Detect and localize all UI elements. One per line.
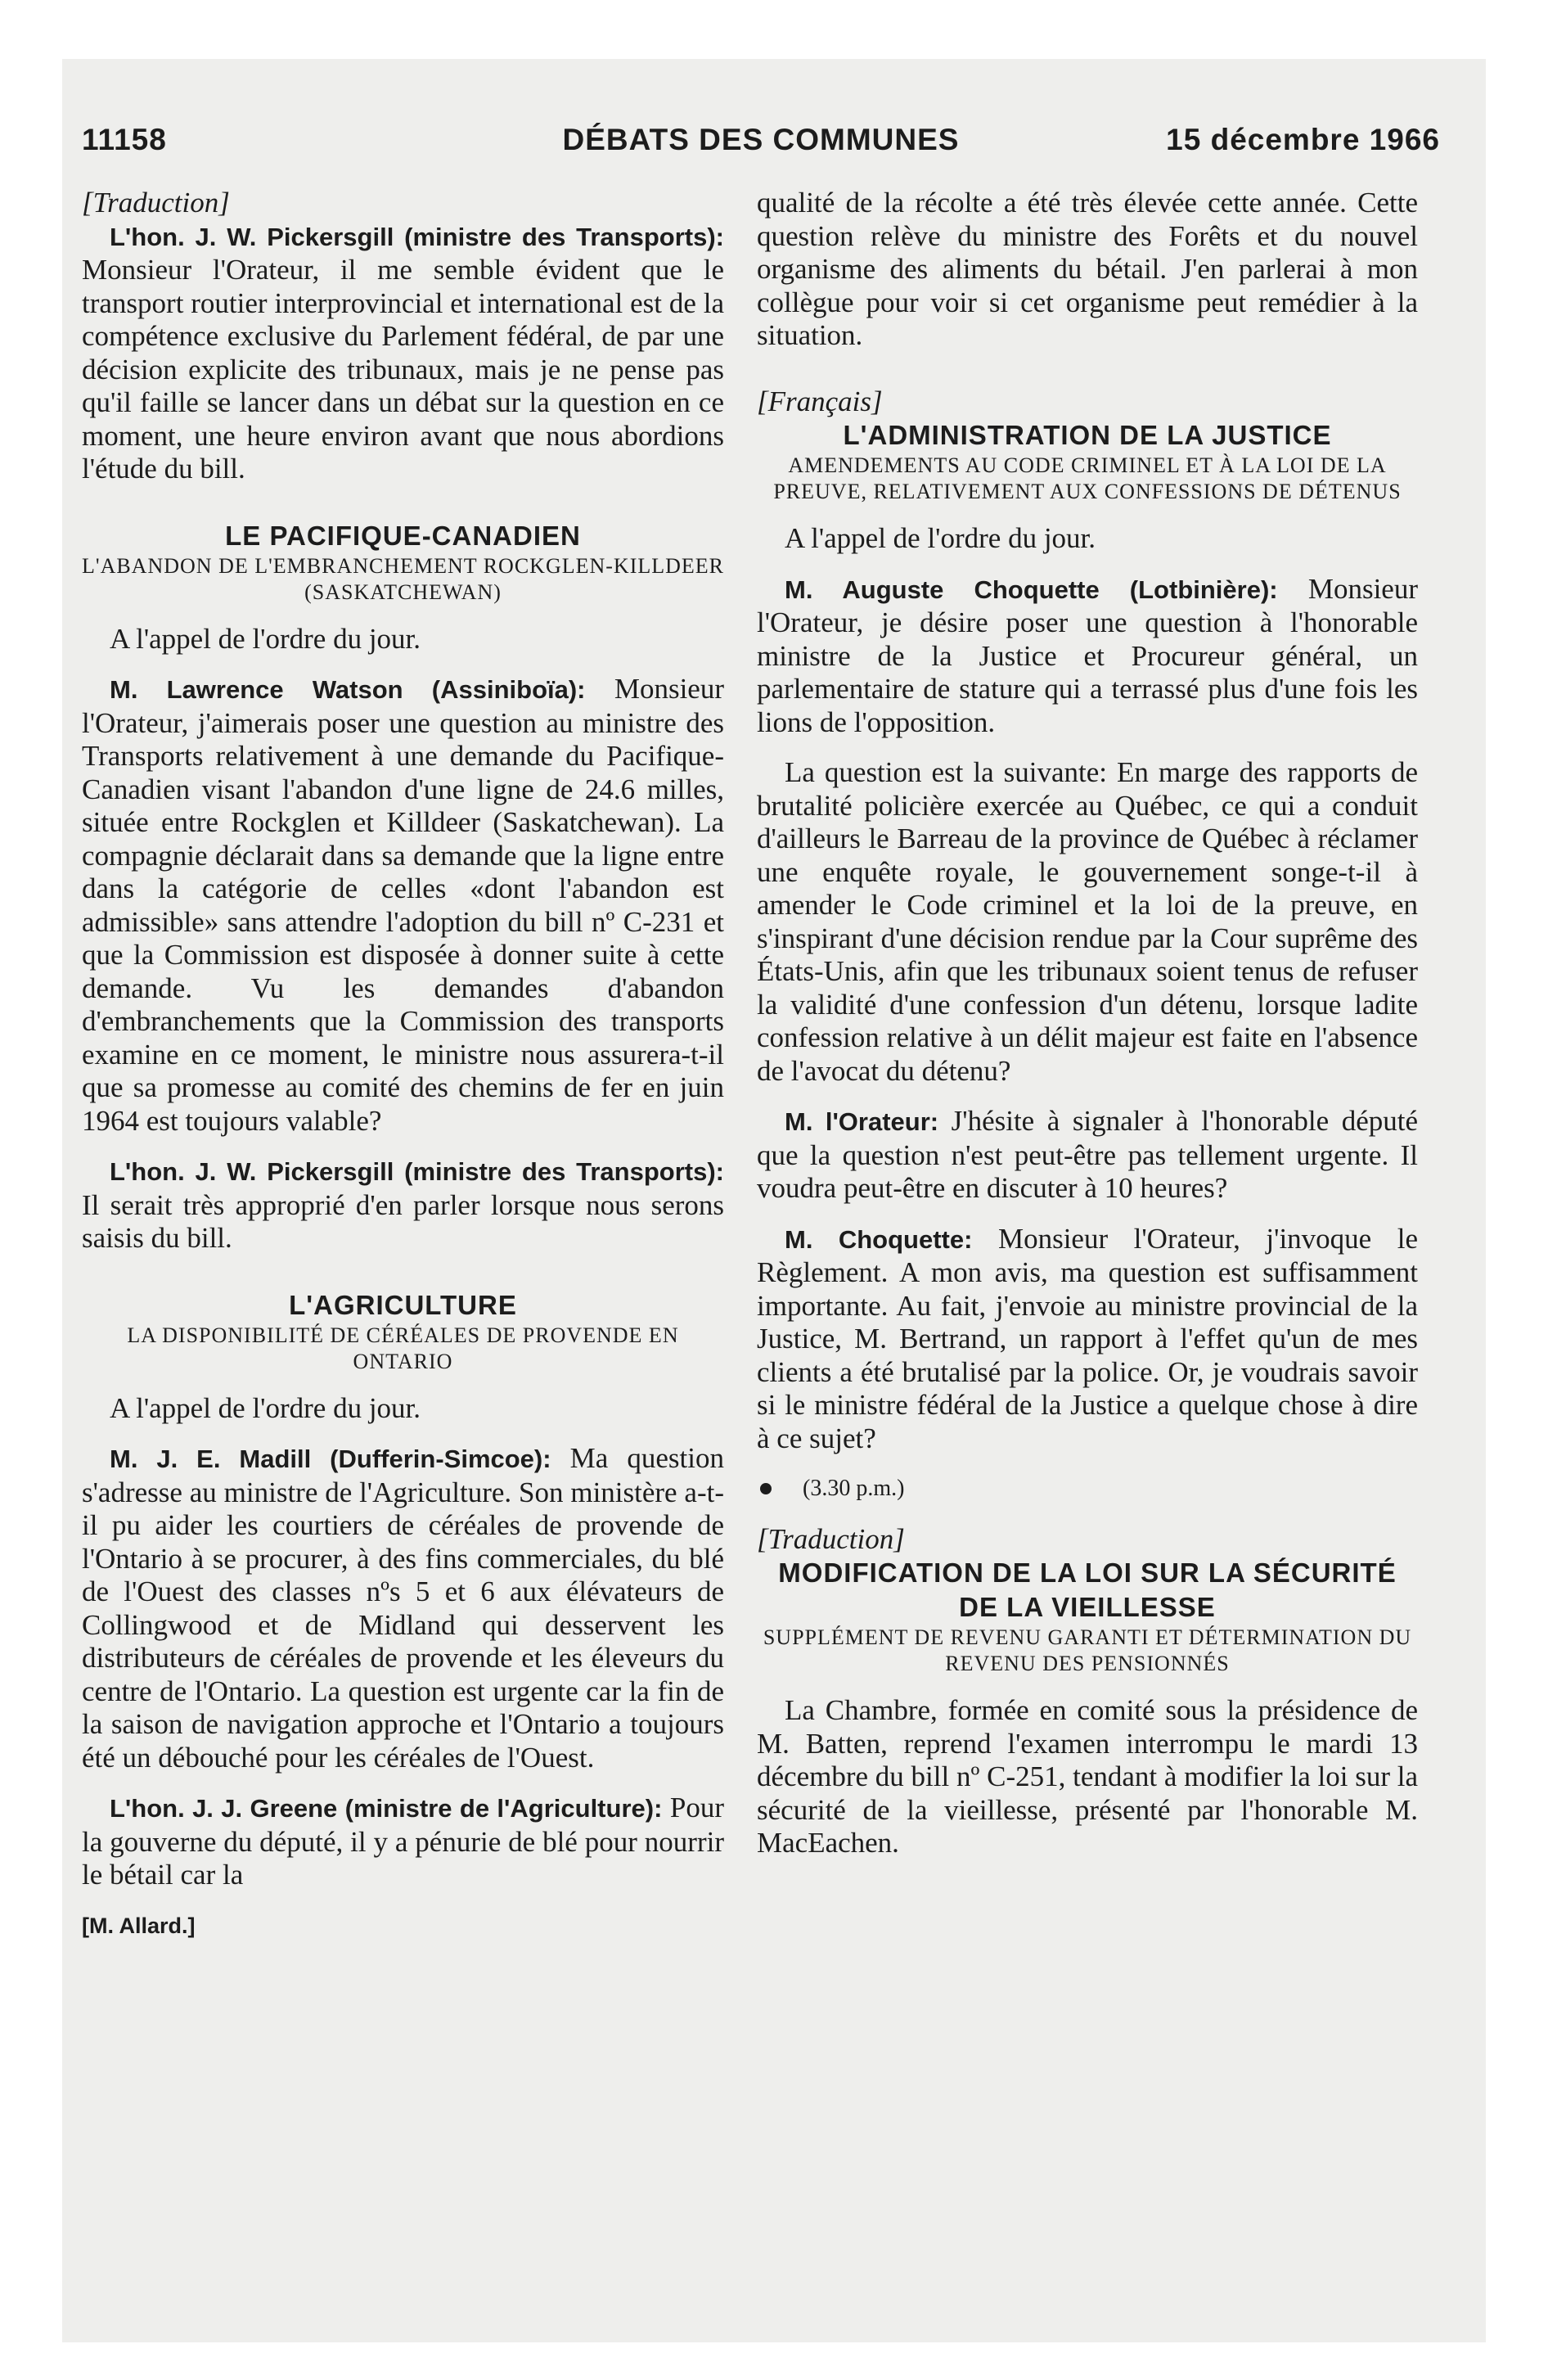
speech-text: Pour la gouverne du député, il y a pénurie de blé pour nourrir le bétail car la [82, 1792, 725, 1891]
language-note: [Traduction] [82, 187, 230, 219]
page-date: 15 décembre 1966 [1166, 123, 1440, 156]
section-heading: LE PACIFIQUE-CANADIEN [225, 520, 581, 551]
speaker-name: L'hon. J. W. Pickersgill (ministre des Transports): [110, 1157, 724, 1186]
speaker-name: M. Choquette: [785, 1224, 973, 1254]
speech-text: Monsieur l'Orateur, j'invoque le Règlement. A mon avis, ma question est suffisamment importante. Au fait, j'envoie au ministre provincial de la Justice, M. Bertrand, un rapport à l'effet qu'un de mes clients a été brutalisé par la police. Or, je voudrais savoir si le ministre fédéral de la Justice a quelque chose à dire à ce sujet? [757, 1222, 1418, 1454]
bullet-icon [760, 1483, 772, 1494]
section-subheading: LA DISPONIBILITÉ DE CÉRÉALES DE PROVENDE EN ONTARIO [127, 1323, 679, 1373]
section-subheading: L'ABANDON DE L'EMBRANCHEMENT ROCKGLEN-KILLDEER (SASKATCHEWAN) [82, 553, 725, 604]
speaker-name: M. l'Orateur: [785, 1107, 939, 1136]
paragraph [82, 1442, 724, 1774]
paragraph [82, 673, 724, 1138]
time-stamp: (3.30 p.m.) [803, 1476, 905, 1501]
speaker-name: M. J. E. Madill (Dufferin-Simcoe): [110, 1445, 551, 1473]
section-heading: MODIFICATION DE LA LOI SUR LA SÉCURITÉ DE LA VIEILLESSE [778, 1557, 1397, 1622]
paragraph [82, 1155, 724, 1255]
language-note: [Traduction] [757, 1522, 905, 1555]
right-column [757, 187, 1418, 1860]
paragraph [757, 1223, 1418, 1456]
speaker-name: M. Auguste Choquette (Lotbinière): [785, 575, 1278, 604]
order-of-day: A l'appel de l'ordre du jour. [110, 1391, 421, 1424]
paragraph [82, 220, 724, 486]
paragraph [757, 1105, 1418, 1206]
left-column [82, 187, 724, 1942]
page-number: 11158 [82, 123, 167, 156]
publication-title: DÉBATS DES COMMUNES [562, 123, 960, 156]
speaker-name: L'hon. J. J. Greene (ministre de l'Agriculture): [110, 1794, 663, 1823]
page-header [82, 123, 1440, 172]
speech-text: Monsieur l'Orateur, je désire poser une question à l'honorable ministre de la Justice et Procureur général, un parlementaire de stature qui a terrassé plus d'une fois les lions de l'opposition. [757, 572, 1418, 738]
section-subheading: SUPPLÉMENT DE REVENU GARANTI ET DÉTERMINATION DU REVENU DES PENSIONNÉS [763, 1625, 1412, 1675]
speech-text: J'hésite à signaler à l'honorable député que la question n'est peut-être pas tellement urgente. Il voudra peut-être en discuter à 10 heures? [757, 1105, 1419, 1204]
speech-text: Monsieur l'Orateur, il me semble évident que le transport routier interprovincial et international est de la compétence exclusive du Parlement fédéral, de par une décision explicite des tribunaux, mais je ne pense pas qu'il faille se lancer dans un débat sur la question en ce moment, une heure environ avant que nous abordions l'étude du bill. [82, 254, 724, 485]
section-subheading: AMENDEMENTS AU CODE CRIMINEL ET À LA LOI DE LA PREUVE, RELATIVEMENT AUX CONFESSIONS DE DÉTENUS [773, 453, 1402, 503]
speech-text: Ma question s'adresse au ministre de l'Agriculture. Son ministère a-t-il pu aider les courtiers de céréales de provende de l'Ontario à se procurer, à des fins commerciales, du blé de l'Ouest des classes nºs 5 et 6 aux élévateurs de Collingwood et de Midland qui desservent les distributeurs de céréales de provende et les éleveurs du centre de l'Ontario. La question est urgente car la fin de la saison de navigation approche et l'Ontario a toujours été un débouché pour les céréales de l'Ouest. [82, 1442, 724, 1774]
speech-text: Il serait très approprié d'en parler lorsque nous serons saisis du bill. [82, 1188, 724, 1254]
order-of-day: A l'appel de l'ordre du jour. [110, 622, 421, 655]
paragraph-continued: qualité de la récolte a été très élevée cette année. Cette question relève du ministre des Forêts et du nouvel organisme des aliments du bétail. J'en parlerai à mon collègue pour voir si cet organisme peut remédier à la situation. [757, 187, 1418, 351]
paragraph: La question est la suivante: En marge des rapports de brutalité policière exercée au Québec, ce qui a conduit d'ailleurs le Barreau de la province de Québec à réclamer une enquête royale, le gouvernement songe-t-il à amender le Code criminel et la loi de la preuve, en s'inspirant d'une décision rendue par la Cour suprême des États-Unis, afin que les tribunaux soient tenus de refuser la validité d'une confession d'un détenu, lorsque ladite confession relative à un délit majeur est faite en l'absence de l'avocat du détenu? [757, 756, 1418, 1087]
order-of-day: A l'appel de l'ordre du jour. [785, 522, 1096, 554]
page-footer-note: [M. Allard.] [82, 1913, 196, 1938]
speaker-name: M. Lawrence Watson (Assiniboïa): [110, 675, 586, 704]
paragraph [757, 573, 1418, 740]
section-heading: L'ADMINISTRATION DE LA JUSTICE [843, 420, 1332, 450]
speaker-name: L'hon. J. W. Pickersgill (ministre des Transports): [110, 222, 724, 251]
speech-text: Monsieur l'Orateur, j'aimerais poser une question au ministre des Transports relativement à une demande du Pacifique-Canadien visant l'abandon d'une ligne de 24.6 milles, située entre Rockglen et Killdeer (Saskatchewan). La compagnie déclarait dans sa demande que la ligne entre dans la catégorie de celles «dont l'abandon est admissible» sans attendre l'adoption du bill nº C-231 et que la Commission est disposée à donner suite à cette demande. Vu les demandes d'abandon d'embranchements que la Commission des transports examine en ce moment, le ministre nous assurera-t-il que sa promesse au comité des chemins de fer en juin 1964 est toujours valable? [82, 673, 724, 1137]
language-note: [Français] [757, 385, 883, 417]
time-marker [757, 1472, 1418, 1506]
paragraph: La Chambre, formée en comité sous la présidence de M. Batten, reprend l'examen interrompu le mardi 13 décembre du bill nº C-251, tendant à modifier la loi sur la sécurité de la vieillesse, présenté par l'honorable M. MacEachen. [757, 1694, 1418, 1859]
section-heading: L'AGRICULTURE [289, 1289, 517, 1320]
paragraph [82, 1792, 724, 1892]
